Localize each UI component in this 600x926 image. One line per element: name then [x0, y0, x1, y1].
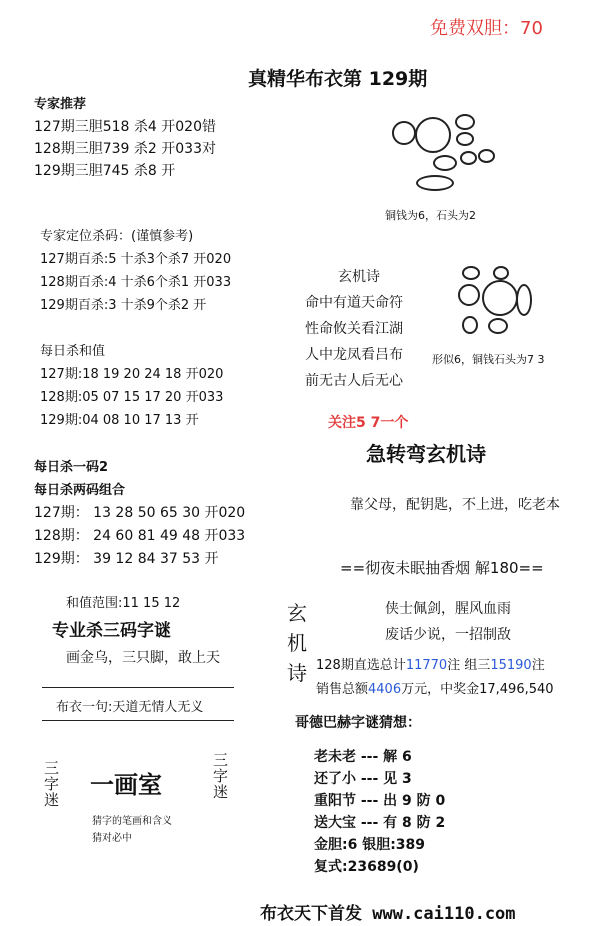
daily-kill-one: 每日杀一码2: [34, 460, 109, 475]
goethe-line: 还了小 --- 见 3: [314, 771, 412, 787]
stone-icon: [416, 175, 454, 191]
stone-icon: [460, 151, 477, 165]
daily-sum-heading: 每日杀和值: [40, 344, 106, 359]
stone-icon: [488, 318, 508, 334]
sum-range: 和值范围:11 15 12: [66, 596, 181, 611]
xuanji-side: 诗: [287, 661, 307, 685]
stone-icon: [493, 266, 509, 280]
position-kill-heading: 专家定位杀码：(谨慎参考): [40, 229, 194, 244]
xuanji-line: 废话少说，一招制敌: [385, 627, 511, 643]
daily-sum-line: 127期:18 19 20 24 18 开020: [40, 367, 224, 382]
stone-icon: [455, 114, 475, 130]
stone-icon: [462, 266, 480, 280]
sales-label: 注 组三: [447, 658, 491, 673]
sales-label: 注: [531, 658, 545, 673]
xuanji-side: 玄: [287, 601, 307, 625]
daily-sum-line: 128期:05 07 15 17 20 开033: [40, 390, 224, 405]
footer-site: 布衣天下首发 www.cai110.com: [260, 904, 516, 924]
poem-heading: 玄机诗: [338, 269, 380, 285]
saying: 布衣一句:天道无情人无义: [56, 700, 204, 715]
poem-line: 性命攸关看江湖: [305, 321, 403, 337]
goethe-line: 金胆:6 银胆:389: [314, 837, 426, 853]
stone-icon: [462, 316, 478, 334]
expert-line: 127期三胆518 杀4 开020错: [34, 119, 216, 135]
coin-caption-2: 形似6，铜钱石头为7 3: [432, 353, 545, 366]
urgent-title: 急转弯玄机诗: [366, 442, 486, 466]
position-kill-line: 129期百杀:3 十杀9个杀2 开: [40, 298, 207, 313]
riddle-side-right: 三字迷: [211, 752, 229, 800]
sales-number: 15190: [490, 658, 532, 673]
stone-icon: [478, 149, 495, 163]
sales-number: 11770: [405, 658, 448, 673]
poem-line: 前无古人后无心: [305, 373, 403, 389]
daily-sum-line: 129期:04 08 10 17 13 开: [40, 413, 199, 428]
goethe-line: 老未老 --- 解 6: [314, 749, 412, 765]
sales-line-1: [316, 654, 545, 673]
free-double-label: 免费双胆：70: [430, 18, 543, 39]
sales-number: 4406: [368, 682, 402, 697]
daily-kill-line: 128期： 24 60 81 49 48 开033: [34, 528, 246, 544]
stone-icon: [433, 155, 457, 171]
expert-line: 128期三胆739 杀2 开033对: [34, 141, 216, 157]
stone-icon: [516, 284, 532, 316]
coin-caption-1: 铜钱为6，石头为2: [385, 209, 476, 222]
coin-icon: [458, 284, 480, 306]
expert-line: 129期三胆745 杀8 开: [34, 163, 176, 179]
focus-note: 关注5 7一个: [328, 415, 409, 431]
urgent-text: 靠父母，配钥匙，不上进，吃老本: [350, 497, 560, 513]
coin-icon: [392, 121, 416, 145]
goethe-line: 送大宝 --- 有 8 防 2: [314, 815, 446, 831]
xuanji-side: 机: [287, 631, 307, 655]
daily-kill-two-heading: 每日杀两码组合: [34, 483, 126, 498]
daily-kill-line: 127期： 13 28 50 65 30 开020: [34, 505, 246, 521]
sales-label: 销售总额: [316, 682, 369, 697]
riddle-note: 猜字的笔画和含义: [92, 816, 172, 827]
divider: [42, 687, 234, 688]
coin-icon: [482, 280, 518, 316]
xuanji-line: 侠士佩剑，腥风血雨: [385, 601, 511, 617]
goethe-line: 复式:23689(0): [314, 859, 419, 875]
coin-icon: [415, 117, 451, 153]
stone-icon: [456, 132, 474, 146]
riddle-side-left: 三字迷: [42, 760, 60, 808]
expert-heading: 专家推荐: [34, 97, 87, 112]
goethe-line: 重阳节 --- 出 9 防 0: [314, 793, 446, 809]
divider: [42, 720, 234, 721]
riddle-note: 猜对必中: [92, 833, 132, 844]
riddle-main: 一画室: [90, 771, 162, 799]
goethe-heading: 哥德巴赫字谜猜想：: [295, 715, 421, 731]
poem-line: 人中龙凤看吕布: [305, 347, 403, 363]
position-kill-line: 127期百杀:5 十杀3个杀7 开020: [40, 252, 232, 267]
riddle3-heading: 专业杀三码字谜: [52, 621, 171, 641]
smoke-line: ==彻夜未眠抽香烟 解180==: [340, 559, 544, 577]
daily-kill-line: 129期： 39 12 84 37 53 开: [34, 551, 219, 567]
sales-label: 万元，中奖金17,496,540: [401, 682, 554, 697]
sales-line-2: [316, 678, 554, 697]
position-kill-line: 128期百杀:4 十杀6个杀1 开033: [40, 275, 232, 290]
page-title: 真精华布衣第 129期: [248, 68, 428, 90]
sales-label: 128期直选总计: [316, 658, 406, 673]
riddle3-text: 画金乌，三只脚，敢上天: [66, 650, 220, 666]
poem-line: 命中有道天命符: [305, 295, 403, 311]
